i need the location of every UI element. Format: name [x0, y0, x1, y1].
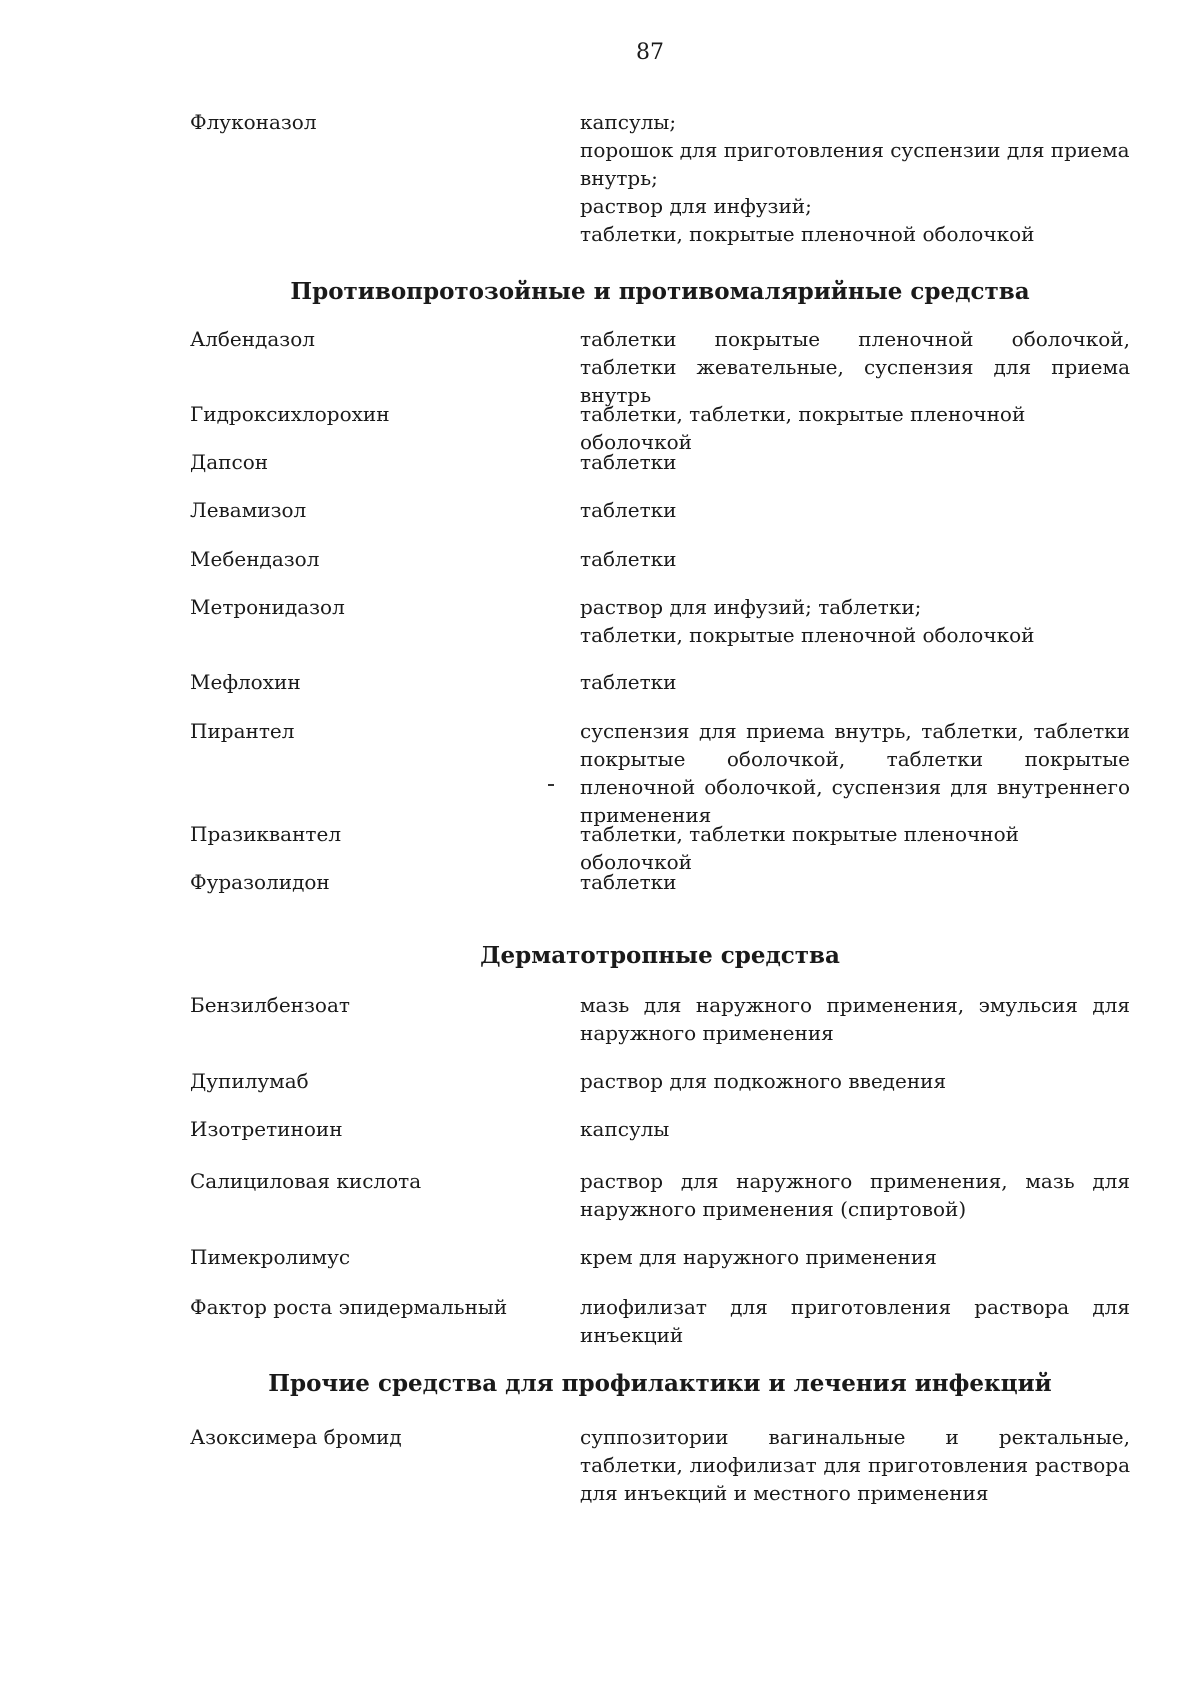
drug-name: Мефлохин: [190, 670, 301, 694]
drug-name: Мебендазол: [190, 547, 320, 571]
dosage-forms: [580, 108, 1130, 248]
dosage-form-line: раствор для инфузий;: [580, 194, 812, 218]
drug-name: Флуконазол: [190, 110, 317, 134]
section-heading: Прочие средства для профилактики и лечения инфекций: [268, 1370, 1052, 1397]
drug-name: Празиквантел: [190, 822, 342, 846]
section-heading: Противопротозойные и противомалярийные средства: [290, 278, 1030, 305]
dosage-forms: таблетки: [580, 450, 677, 474]
dosage-form-line: раствор для инфузий; таблетки;: [580, 595, 922, 619]
drug-name: Азоксимера бромид: [190, 1425, 402, 1449]
dosage-forms: лиофилизат для приготовления раствора для инъекций: [580, 1295, 1130, 1347]
dosage-forms: суспензия для приема внутрь, таблетки, таблетки покрытые оболочкой, таблетки покрытые пленочной оболочкой, суспензия для внутреннего применения: [580, 719, 1130, 827]
dosage-form-line: капсулы;: [580, 110, 677, 134]
dosage-forms: суппозитории вагинальные и ректальные, таблетки, лиофилизат для приготовления раствора для инъекций и местного применения: [580, 1425, 1130, 1505]
drug-name: Бензилбензоат: [190, 993, 350, 1017]
drug-name: Дупилумаб: [190, 1069, 309, 1093]
dosage-forms: таблетки: [580, 670, 677, 694]
drug-name: Пирантел: [190, 719, 295, 743]
stray-mark: [548, 784, 554, 786]
drug-name: Метронидазол: [190, 595, 345, 619]
dosage-forms: мазь для наружного применения, эмульсия для наружного применения: [580, 993, 1130, 1045]
dosage-forms: таблетки покрытые пленочной оболочкой, таблетки жевательные, суспензия для приема внутрь: [580, 327, 1130, 407]
dosage-forms: таблетки: [580, 547, 677, 571]
dosage-form-line: таблетки, покрытые пленочной оболочкой: [580, 623, 1035, 647]
dosage-forms: [580, 593, 1130, 649]
drug-name: Гидроксихлорохин: [190, 402, 390, 426]
drug-name: Изотретиноин: [190, 1117, 343, 1141]
dosage-forms: таблетки, таблетки, покрытые пленочной оболочкой: [580, 402, 1026, 454]
section-heading: Дерматотропные средства: [480, 942, 840, 969]
drug-name: Пимекролимус: [190, 1245, 351, 1269]
drug-name: Дапсон: [190, 450, 269, 474]
dosage-forms: таблетки: [580, 498, 677, 522]
drug-name: Фуразолидон: [190, 870, 330, 894]
dosage-forms: капсулы: [580, 1117, 670, 1141]
drug-name: Албендазол: [190, 327, 315, 351]
dosage-form-line: порошок для приготовления суспензии для приема внутрь;: [580, 138, 1130, 190]
drug-name: Левамизол: [190, 498, 307, 522]
drug-name: Салициловая кислота: [190, 1169, 422, 1193]
drug-name: Фактор роста эпидермальный: [190, 1295, 508, 1319]
dosage-forms: таблетки, таблетки покрытые пленочной оболочкой: [580, 822, 1019, 874]
dosage-forms: таблетки: [580, 870, 677, 894]
page-number: 87: [636, 40, 664, 65]
dosage-forms: раствор для наружного применения, мазь для наружного применения (спиртовой): [580, 1169, 1130, 1221]
dosage-forms: раствор для подкожного введения: [580, 1069, 947, 1093]
dosage-forms: крем для наружного применения: [580, 1245, 937, 1269]
dosage-form-line: таблетки, покрытые пленочной оболочкой: [580, 222, 1035, 246]
